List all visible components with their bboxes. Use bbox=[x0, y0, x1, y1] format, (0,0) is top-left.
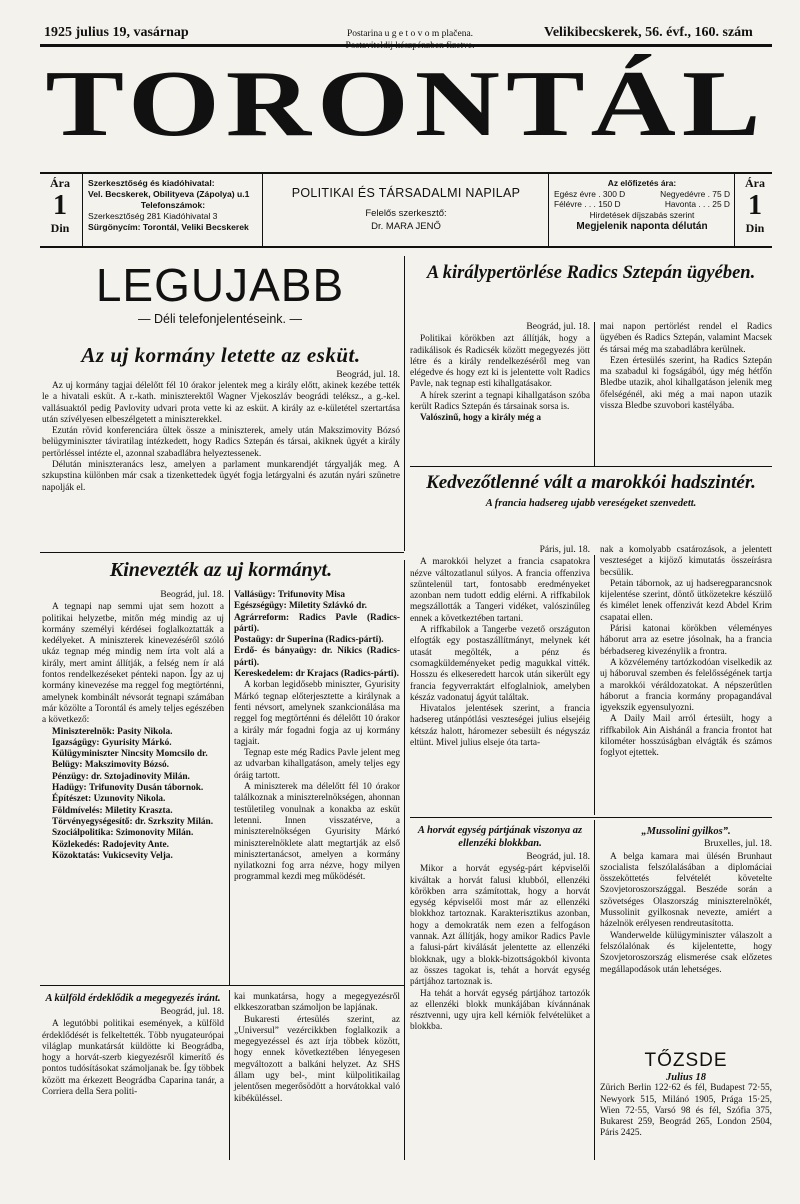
paragraph: Délután miniszteranács lesz, amelyen a parlament munkarendjét tárgyalják meg. A szkupstina különben már csak a tizenkettedek ügyét fogja letárgyalni és azután nyári szünetre napolják el. bbox=[42, 460, 400, 493]
minister-row bbox=[42, 840, 224, 851]
dateline: Beográd, jul. 18. bbox=[336, 370, 400, 380]
kinevezes-col-1 bbox=[42, 588, 224, 862]
paragraph: Petain tábornok, az uj hadseregparancsnok kijelentése szerint, döntő ütközetekre készülő és kimélet lenek offenzivát kezd Abdel Krim csapatai ellen. bbox=[600, 578, 772, 623]
minister-row bbox=[234, 601, 400, 612]
subheadline: A francia hadsereg ujabb vereségeket szenvedett. bbox=[485, 498, 697, 509]
newspaper-title: TORONTÁL bbox=[45, 51, 767, 157]
minister-role: Egészségügy: bbox=[234, 601, 287, 612]
legujabb-block bbox=[40, 258, 400, 326]
headline: Az uj kormány letette az esküt. bbox=[81, 343, 361, 367]
paragraph: nak a komolyabb csatározások, a jelentett veszteséget a kijöző kimutatás összeírásra becsülik. bbox=[600, 545, 772, 578]
tagline-box bbox=[266, 186, 546, 232]
minister-name: Pasity Nikola. bbox=[117, 726, 173, 737]
price-unit: Din bbox=[50, 221, 70, 235]
tozsde-date: Julius 18 bbox=[666, 1072, 706, 1083]
minister-row bbox=[42, 828, 224, 839]
paragraph: Mikor a horvát egység-párt képviselői kiváltak a horvát falusi klubból, ellenzéki körökben arra számítottak, hogy a horvát egység képviselői most már az ellenzéki blokkhoz tartoznak. Karakterisztikus azonban, hogy a demokraták nem ezen a felfogáson vannak. Azt állítják, hogy amikor Radics Pavle a falusi-párt kiválását jelentette az ellenzéki blokknak, ugy a blokk-bizottságokból kivonta az összes tagokat is, tehát a horvát egység pártjához tartoznak is. bbox=[410, 864, 590, 988]
dateline: Bruxelles, jul. 18. bbox=[704, 839, 772, 850]
minister-row bbox=[42, 727, 224, 738]
minister-name: Miletity Kraszta. bbox=[104, 805, 173, 816]
postal-line: Postarina u g e t o v o m plačena. bbox=[346, 29, 474, 39]
paragraph: Ezen értesülés szerint, ha Radics Sztepán ma szabadul ki fogságából, úgy még hétfőn Bledbe utazik, ahol kihallgatáson jelenik meg őfelségénél, aki még a mai napon utazik vissza Bledbe szuvobori kastélyába. bbox=[600, 355, 772, 412]
headline: Kinevezték az uj kormányt. bbox=[109, 559, 333, 581]
minister-name: Szimonovity Milán. bbox=[115, 828, 194, 839]
article-kinevezes bbox=[42, 558, 400, 582]
headline: „Mussolini gyilkos”. bbox=[641, 826, 731, 837]
minister-name: Vukicsevity Velja. bbox=[102, 850, 173, 861]
kinevezes-col-2 bbox=[234, 590, 400, 884]
article-eskut bbox=[42, 342, 400, 494]
paragraph: Az uj kormány tagjai délelőtt fél 10 órakor jelentek meg a király előtt, akinek kezébe tették le a hivatali esküt. A r.-kath. miniszterektől Wagner Vjekoszláv beográdi teléksz., a g.-kel. vallásuaktól pedig Pavlovity udvari prota vette ki az esküt. A király az e-kületétel szertartása után szívélyesen elbeszélgetett a miniszterekkel. bbox=[42, 381, 400, 425]
minister-name: Miletity Szlávkó dr. bbox=[289, 601, 367, 612]
dateline: Beográd, jul. 18. bbox=[526, 322, 590, 332]
minister-row bbox=[42, 749, 224, 760]
paragraph: A marokkói helyzet a francia csapatokra nézve változatlanul súlyos. A francia offenziva szüntelenül tart, fontosabb eredményeket azonban nem tudott eddig elérni. A riffkabilok megszállották a Tangeri vidéket, valószinűleg ennek a következtében tartani. bbox=[410, 557, 590, 624]
price-value: 1 bbox=[53, 190, 67, 221]
headline: A külföld érdeklődik a megegyezés iránt. bbox=[45, 993, 221, 1004]
price-label: Ára bbox=[50, 176, 70, 190]
telegram-line: Sürgönycím: Torontál, Veliki Becskerek bbox=[88, 222, 249, 232]
marokko-col-2 bbox=[600, 545, 772, 760]
minister-name: Radojevity Ante. bbox=[102, 839, 169, 850]
paragraph: A riffkabilok a Tangerbe vezető országuton elfogták egy postaszállítmányt, melynek két utasát megölték, a pénz és csomagküldeményeket pedig magukkal vitték. Hosszu és elkeseredett harcok után sikerült egy francia fegyverraktárt elfoglalniok, amelyben készáz vadonatuj ágyút találtak. bbox=[410, 625, 590, 703]
minister-name: Makszimovity Bózsó. bbox=[84, 760, 169, 771]
paragraph: A korban legidősebb miniszter, Gyurisity Márkó tegnap előterjesztette a királynak a fenti névsort, amelynek szankcionálása ma reggel fog megtörténni és délelőtt 10 órakor a király már fogadni fogja az uj kormány tagjait. bbox=[234, 680, 400, 747]
minister-row bbox=[42, 794, 224, 805]
issue-place: Velikibecskerek, 56. évf., 160. szám bbox=[544, 25, 753, 40]
minister-name: dr Krajacs (Radics-párti). bbox=[295, 669, 399, 680]
headline: Kedvezőtlenné vált a marokkói hadszintér. bbox=[426, 472, 756, 493]
minister-row bbox=[42, 806, 224, 817]
postal-notice bbox=[300, 28, 520, 52]
subs-rate: Negyedévre . 75 D bbox=[660, 188, 730, 199]
minister-row bbox=[42, 817, 224, 828]
office-info bbox=[88, 178, 258, 233]
minister-role: Szociálpolitika: bbox=[52, 828, 114, 839]
office-address: Vel. Becskerek, Obilityeva (Zápolya) u.1 bbox=[88, 189, 250, 199]
tozsde-box bbox=[600, 1050, 772, 1140]
price-box-left bbox=[40, 176, 80, 236]
minister-role: Törvényegységesítő: bbox=[52, 816, 133, 827]
tozsde-title: TŐZSDE bbox=[644, 1050, 728, 1071]
subs-rate: Havonta . . . 25 D bbox=[664, 199, 730, 209]
minister-role: Kereskedelem: bbox=[234, 669, 294, 680]
paragraph: A hírek szerint a tegnapi kihallgatáson szóba került Radics Sztepán és társainak sorsa is. bbox=[410, 390, 590, 413]
price-value: 1 bbox=[748, 190, 762, 221]
dateline: Beográd, jul. 18. bbox=[526, 852, 590, 862]
minister-row bbox=[234, 613, 400, 636]
minister-name: dr Superina (Radics-párti). bbox=[275, 635, 384, 646]
radics-col-2 bbox=[600, 322, 772, 412]
minister-name: Trifunovity Dusán tábornok. bbox=[88, 783, 204, 794]
price-unit: Din bbox=[745, 221, 765, 235]
minister-role: Belügy: bbox=[52, 760, 83, 771]
legujabb-subtitle: — Déli telefonjelentéseink. — bbox=[138, 312, 302, 326]
paragraph: Ha tehát a horvát egység pártjához tartozók az ellenzéki blokk munkájában kívánnának résztvenni, ugy ujra kell kérniök felvételüket a blokkba. bbox=[410, 988, 590, 1033]
price-box-right bbox=[736, 176, 774, 236]
minister-role: Agrárreform: bbox=[234, 612, 290, 623]
subs-rate: Egész évre . 300 D bbox=[554, 188, 626, 199]
editor-name: Dr. MARA JENŐ bbox=[371, 221, 441, 232]
subs-title: Az előfizetés ára: bbox=[607, 178, 677, 188]
subs-rate: Félévre . . . 150 D bbox=[554, 199, 621, 209]
minister-name: dr. Szrkszity Milán. bbox=[134, 816, 214, 827]
daily-line: Megjelenik naponta délután bbox=[576, 221, 708, 232]
minister-name: Uzunovity Nikola. bbox=[93, 794, 166, 805]
minister-name: Gyurisity Márkó. bbox=[101, 737, 172, 748]
minister-role: Közlekedés: bbox=[52, 839, 101, 850]
office-line: Szerkesztőség és kiadóhivatal: bbox=[88, 178, 215, 188]
minister-role: Postaügy: bbox=[234, 635, 274, 646]
minister-name: dr. Sztojadinovity Milán. bbox=[91, 771, 190, 782]
minister-row bbox=[42, 772, 224, 783]
tagline: POLITIKAI ÉS TÁRSADALMI NAPILAP bbox=[291, 186, 521, 200]
paragraph: A Daily Mail arról értesült, hogy a riffkabilok Ain Aishánál a francia frontot hat kilométer hosszúságban elvágták és számos foglyot ejtettek. bbox=[600, 714, 772, 759]
article-radics bbox=[410, 262, 772, 284]
paragraph: A közvélemény tartózkodóan viselkedik az uj háboruval szemben és felelősségének tartja a marokkói véráldozatokat. A népszerűtlen háborut a francia kormány propagandával igyekszik egyensulyozni. bbox=[600, 657, 772, 714]
paragraph: kai munkatársa, hogy a megegyezésről elkkeszoratban számoljon be lapjának. bbox=[234, 992, 400, 1014]
paragraph: Hivatalos jelentések szerint, a francia hadsereg utánpótlási veszteségei julius elsejéig kétszáz halott, háromezer sebesült és négyszáz eltünt. Mivel julius elseje óta tarta- bbox=[410, 704, 590, 749]
minister-row bbox=[234, 635, 400, 646]
paragraph: Ezután rövid konferenciára ültek össze a miniszterek, amely után Makszimovity Bózsó belügyminiszter táviratilag intézkedett, hogy Radics Sztepán és társai, akiknek ügyét a király pertörléssel intézte el, azonnal szabadlábra helyeztessenek. bbox=[42, 426, 400, 459]
minister-name: Nincsity Momcsilo dr. bbox=[120, 749, 208, 760]
marokko-col-1 bbox=[410, 543, 590, 749]
minister-row bbox=[234, 590, 400, 601]
paragraph: A legutóbbi politikai események, a külföld érdeklődését is felkeltették. Több nyugateurópai világlap munkatársát küldötte ki Beográdba, hogy a horvát-szerb kiegyezésről kimerítő és pontos tudósításokat számoljanak be. Így többek között ma érkezett Beográdba Caparina tanár, a Corriera della Sera politi- bbox=[42, 1019, 224, 1098]
minister-row bbox=[42, 783, 224, 794]
paragraph: A miniszterek ma délelőtt fél 10 órakor találkoznak a miniszterelnökségen, ahonnan testületileg vonulnak a konakba az esküt letenni. Innen visszatérve, a miniszterelnökségen Gyurisity Márkó miniszterelnöklete alatt megtartják az első minisztertanácsot, amelyen a kormány nyilatkozni fog arra nézve, hogy milyen programmal kezdi meg működését. bbox=[234, 782, 400, 883]
minister-role: Miniszterelnök: bbox=[52, 726, 115, 737]
minister-role: Pénzügy: bbox=[52, 771, 89, 782]
dateline: Beográd, jul. 18. bbox=[160, 590, 224, 600]
minister-role: Erdő- és bányaügy: bbox=[234, 646, 317, 657]
minister-name: dr. Nikics (Radics-párti). bbox=[234, 646, 400, 668]
minister-row bbox=[42, 738, 224, 749]
paragraph: Valószinű, hogy a király még a bbox=[420, 413, 542, 424]
minister-row bbox=[234, 646, 400, 669]
editor-label: Felelős szerkesztő: bbox=[365, 208, 447, 219]
headline: A horvát egység pártjának viszonya az ellenzéki blokkban. bbox=[417, 825, 583, 849]
minister-list bbox=[42, 727, 224, 863]
minister-role: Igazságügy: bbox=[52, 737, 100, 748]
minister-role: Hadügy: bbox=[52, 783, 87, 794]
headline: A királypertörlése Radics Sztepán ügyében. bbox=[426, 263, 756, 283]
phones-line: Szerkesztőség 281 Kiadóhivatal 3 bbox=[88, 211, 218, 221]
paragraph: Tegnap este még Radics Pavle jelent meg az udvarban kihallgatáson, amely teljes egy óráig tartott. bbox=[234, 748, 400, 781]
minister-name: Trifunovity Misa bbox=[277, 590, 346, 600]
paragraph: mai napon pertörlést rendel el Radics ügyében és Radics Sztepán, valamint Macsek és társai még ma szabadlábra kerülnek. bbox=[600, 322, 772, 355]
issue-date: 1925 julius 19, vasárnap bbox=[44, 25, 189, 40]
dateline: Beográd, jul. 18. bbox=[160, 1007, 224, 1017]
price-label: Ára bbox=[745, 176, 765, 190]
minister-row bbox=[234, 669, 400, 680]
minister-role: Vallásügy: bbox=[234, 590, 276, 600]
minister-row bbox=[42, 760, 224, 771]
paragraph: Párisi katonai körökben véleményes háborut arra az esetre jósolnak, ha a francia bérbadsereg kivezénylik a frontra. bbox=[600, 624, 772, 657]
article-marokko bbox=[410, 472, 772, 509]
kulfold-col-2 bbox=[234, 992, 400, 1105]
radics-col-1 bbox=[410, 320, 590, 425]
minister-list bbox=[234, 590, 400, 680]
paragraph: A belga kamara mai ülésén Brunhaut szocialista felszólalásában a diplomáciai összeköttetés felvételét követelte Szovjetoroszországgal. Beszéde során a szövetséges Olaszország miniszterelnökét, Mussolinit gyilkosnak nevezte, amiért a házelnök erélyesen rendreutasította. bbox=[600, 851, 772, 930]
minister-role: Építészet: bbox=[52, 794, 92, 805]
article-mussolini bbox=[600, 826, 772, 976]
paragraph: Bukaresti értesülés szerint, az „Universul” vezércikkben foglalkozik a megegyezéssel és azt írja többek között, hogy ennek következtében lényegesen megváltozott a balkáni helyzet. Az SHS állam ugy bel-, mint külpolitikailag jelentősen megerősödött a horvátokkal való kibéküléssel. bbox=[234, 1014, 400, 1104]
minister-name: Radics Pavle (Radics-párti). bbox=[234, 612, 400, 634]
paragraph: Politikai körökben azt állítják, hogy a radikálisok és Radicsék között megegyezés jött létre és a király rendelkezéséről meg van elégedve és hogy ezt ki is jelentette volt Radics Pavle, nak tegnap esti kihallgatásakor. bbox=[410, 334, 590, 390]
minister-role: Földmívelés: bbox=[52, 805, 103, 816]
ads-line: Hirdetések díjszabás szerint bbox=[589, 209, 695, 220]
legujabb-title: LEGUJABB bbox=[95, 259, 345, 311]
minister-role: Külügyminiszter bbox=[52, 749, 119, 760]
minister-row bbox=[42, 851, 224, 862]
subscription-box bbox=[554, 178, 730, 233]
tozsde-rates: Zürich Berlin 122·62 és fél, Budapest 72·55, Newyork 515, Milánó 1905, Prága 15·25, Wien 72·55, Varsó 98 és fél, Szófia 375, Bukarest 259, Beográd 265, London 2504, Páris 2425. bbox=[600, 1083, 772, 1139]
phones-title: Telefonszámok: bbox=[140, 200, 206, 210]
dateline: Páris, jul. 18. bbox=[539, 545, 590, 555]
paragraph: A tegnapi nap semmi ujat sem hozott a politikai helyzetbe, mitőn még mindig az uj kormány személyi kérdései foglalkoztatták a kedélyeket. A miniszterek kinevezéséről szóló ukáz tegnap még mindig nem írta volt alá a király, mert amint állítják, a felség nem ír alá fontos rendelkezéseket pénteki napon. Így az uj kormány kinevezése ma reggel fog megtörténni, amelynek kombinált névsorát tegnapi számában már közölte a Torontál és amely teljes egészében a következő: bbox=[42, 602, 224, 726]
article-kulfold bbox=[42, 992, 224, 1098]
article-horvat bbox=[410, 824, 590, 1034]
paragraph: Wanderwelde külügyminiszter válaszolt a felszólalónak és kijelentette, hogy Szovjetoroszország elismerése csak előzetes megállapodások után lehetséges. bbox=[600, 930, 772, 975]
minister-role: Közoktatás: bbox=[52, 850, 101, 861]
